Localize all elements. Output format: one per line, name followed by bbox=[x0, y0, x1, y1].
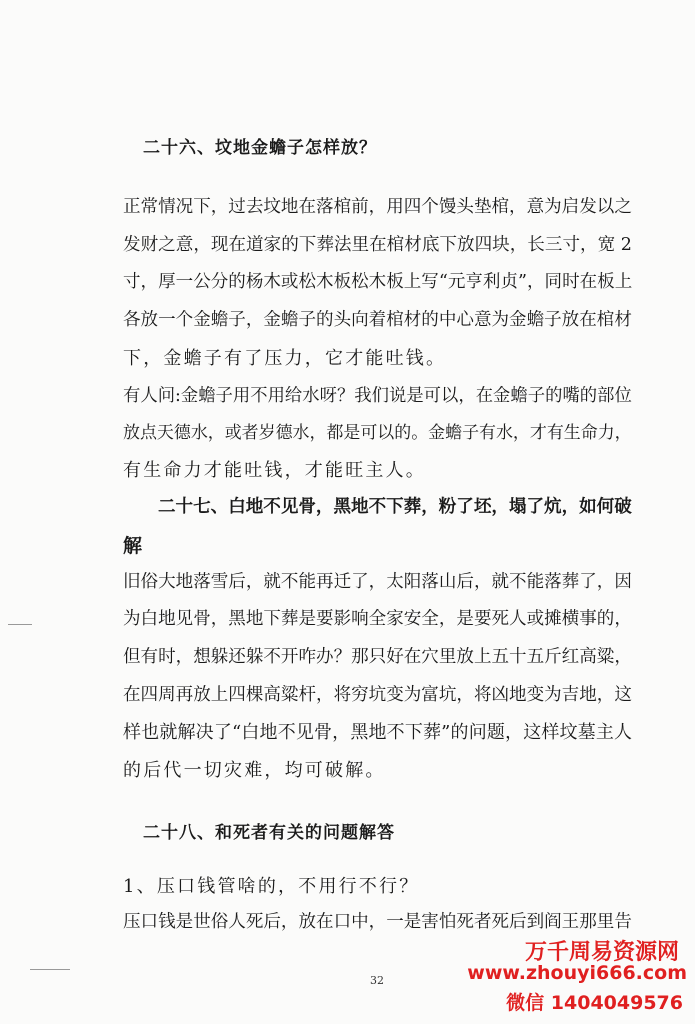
section-28-question: 1、压口钱管啥的，不用行不行？ bbox=[123, 876, 420, 897]
section-26-line: 各放一个金蟾子，金蟾子的头向着棺材的中心意为金蟾子放在棺材 bbox=[123, 310, 632, 330]
section-26-line: 发财之意，现在道家的下葬法里在棺材底下放四块，长三寸，宽 2 bbox=[123, 235, 632, 255]
section-26-line: 有人问:金蟾子用不用给水呀？我们说是可以，在金蟾子的嘴的部位 bbox=[123, 386, 632, 406]
section-27-line: 在四周再放上四棵高粱杆，将穷坑变为富坑，将凶地变为吉地，这 bbox=[123, 685, 632, 705]
scan-margin-mark bbox=[30, 969, 70, 970]
section-28-heading: 二十八、和死者有关的问题解答 bbox=[143, 823, 395, 843]
section-27-line: 旧俗大地落雪后，就不能再迁了，太阳落山后，就不能落葬了，因 bbox=[123, 572, 632, 592]
section-27-line: 的后代一切灾难，均可破解。 bbox=[123, 760, 386, 781]
section-27-heading: 二十七、白地不见骨，黑地不下葬，粉了坯，塌了炕，如何破 bbox=[158, 497, 632, 517]
section-26-line: 下，金蟾子有了压力，它才能吐钱。 bbox=[123, 348, 447, 369]
section-27-line: 样也就解决了“白地不见骨，黑地不下葬”的问题，这样坟墓主人 bbox=[123, 722, 633, 743]
section-26-line: 正常情况下，过去坟地在落棺前，用四个馒头垫棺，意为启发以之 bbox=[123, 197, 632, 217]
watermark-url: www.zhouyi666.com bbox=[467, 962, 687, 984]
section-26-line: 有生命力才能吐钱，才能旺主人。 bbox=[123, 460, 426, 481]
section-26-heading: 二十六、坟地金蟾子怎样放？ bbox=[143, 138, 377, 158]
section-27-line: 为白地见骨，黑地下葬是要影响全家安全，是要死人或摊横事的， bbox=[123, 609, 632, 629]
section-26-line: 放点天德水，或者岁德水，都是可以的。金蟾子有水，才有生命力， bbox=[123, 422, 632, 442]
page-number: 32 bbox=[370, 974, 384, 987]
section-27-heading-cont: 解 bbox=[123, 535, 146, 557]
watermark-wechat: 微信 1404049576 bbox=[506, 992, 683, 1014]
section-26-line: 寸，厚一公分的杨木或松木板松木板上写“元亨利贞”，同时在板上 bbox=[123, 272, 633, 292]
section-28-answer-line: 压口钱是世俗人死后，放在口中，一是害怕死者死后到阎王那里告 bbox=[123, 912, 632, 932]
watermark-site-name: 万千周易资源网 bbox=[524, 940, 679, 965]
scan-margin-mark bbox=[8, 624, 32, 625]
section-27-line: 但有时，想躲还躲不开咋办？那只好在穴里放上五十五斤红高粱， bbox=[123, 647, 632, 667]
